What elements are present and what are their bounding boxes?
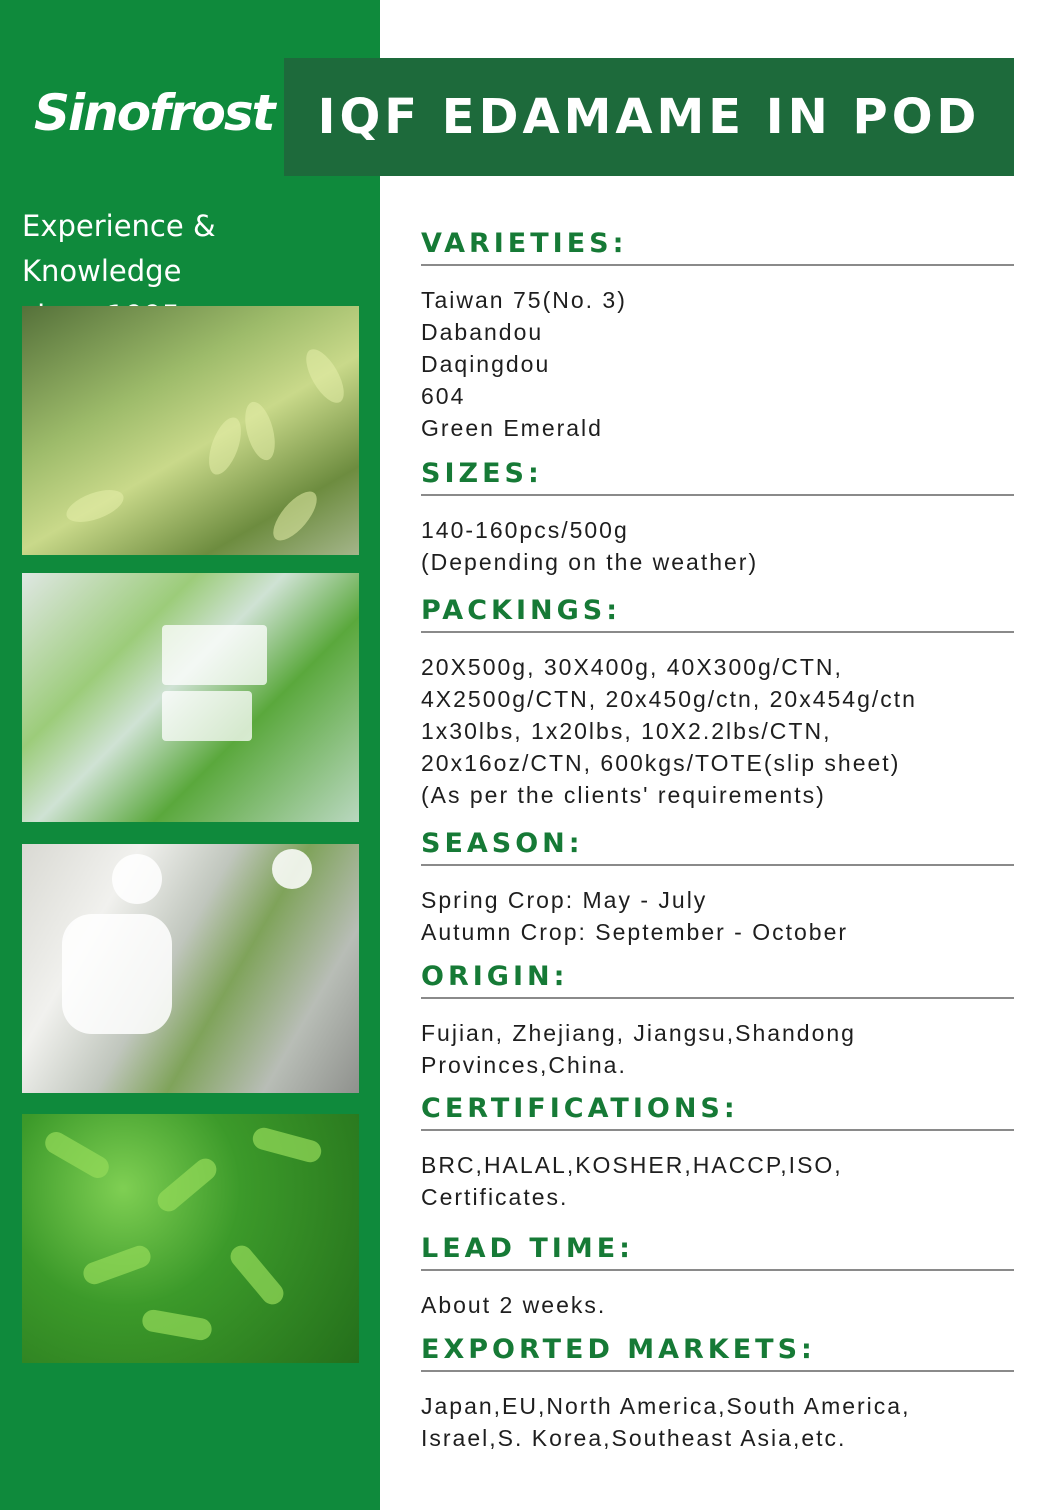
section-line: Provinces,China. — [421, 1052, 627, 1078]
section-title: SEASON: — [421, 828, 584, 859]
section-line: (Depending on the weather) — [421, 549, 759, 575]
section-divider — [421, 1370, 1014, 1372]
section-body — [421, 514, 1014, 578]
section-exported-markets — [421, 1332, 1014, 1454]
section-title: PACKINGS: — [421, 595, 621, 626]
section-title: EXPORTED MARKETS: — [421, 1334, 816, 1365]
section-title: LEAD TIME: — [421, 1233, 634, 1264]
section-line: (As per the clients' requirements) — [421, 782, 826, 808]
section-line: 604 — [421, 383, 466, 409]
section-lead-time — [421, 1231, 1014, 1321]
section-line: 140-160pcs/500g — [421, 517, 629, 543]
section-line: Taiwan 75(No. 3) — [421, 287, 627, 313]
edamame-plants-photo — [22, 306, 359, 555]
section-line: Autumn Crop: September - October — [421, 919, 849, 945]
section-title: VARIETIES: — [421, 228, 628, 259]
section-line: Israel,S. Korea,Southeast Asia,etc. — [421, 1425, 847, 1451]
section-body — [421, 651, 1014, 811]
section-line: 4X2500g/CTN, 20x450g/ctn, 20x454g/ctn — [421, 686, 917, 712]
edamame-pods-photo — [22, 1114, 359, 1363]
section-origin — [421, 959, 1014, 1081]
section-line: Daqingdou — [421, 351, 551, 377]
section-body — [421, 1149, 1014, 1213]
section-divider — [421, 864, 1014, 866]
section-title: CERTIFICATIONS: — [421, 1093, 739, 1124]
section-line: Spring Crop: May - July — [421, 887, 708, 913]
section-divider — [421, 631, 1014, 633]
sorting-line-photo — [22, 573, 359, 822]
section-line: Green Emerald — [421, 415, 603, 441]
section-body — [421, 884, 1014, 948]
section-divider — [421, 264, 1014, 266]
section-line: Certificates. — [421, 1184, 569, 1210]
section-line: Dabandou — [421, 319, 544, 345]
section-sizes — [421, 456, 1014, 578]
section-body — [421, 284, 1014, 444]
sinofrost-logo: Sinofrost — [34, 84, 274, 142]
tagline-line-1: Experience & Knowledge — [22, 209, 216, 288]
section-line: BRC,HALAL,KOSHER,HACCP,ISO, — [421, 1152, 843, 1178]
section-line: 1x30lbs, 1x20lbs, 10X2.2lbs/CTN, — [421, 718, 832, 744]
section-title: SIZES: — [421, 458, 543, 489]
section-certifications — [421, 1091, 1014, 1213]
page-title: IQF EDAMAME IN POD — [317, 89, 981, 145]
section-line: Fujian, Zhejiang, Jiangsu,Shandong — [421, 1020, 856, 1046]
section-line: 20x16oz/CTN, 600kgs/TOTE(slip sheet) — [421, 750, 901, 776]
section-body — [421, 1390, 1014, 1454]
section-line: 20X500g, 30X400g, 40X300g/CTN, — [421, 654, 843, 680]
section-divider — [421, 494, 1014, 496]
left-sidebar — [0, 0, 380, 1510]
section-line: Japan,EU,North America,South America, — [421, 1393, 911, 1419]
section-divider — [421, 1269, 1014, 1271]
section-body — [421, 1017, 1014, 1081]
section-season — [421, 826, 1014, 948]
header-banner — [284, 58, 1014, 176]
section-title: ORIGIN: — [421, 961, 569, 992]
section-packings — [421, 593, 1014, 811]
section-divider — [421, 997, 1014, 999]
section-body — [421, 1289, 1014, 1321]
packing-workers-photo — [22, 844, 359, 1093]
section-varieties — [421, 226, 1014, 444]
section-line: About 2 weeks. — [421, 1292, 607, 1318]
section-divider — [421, 1129, 1014, 1131]
